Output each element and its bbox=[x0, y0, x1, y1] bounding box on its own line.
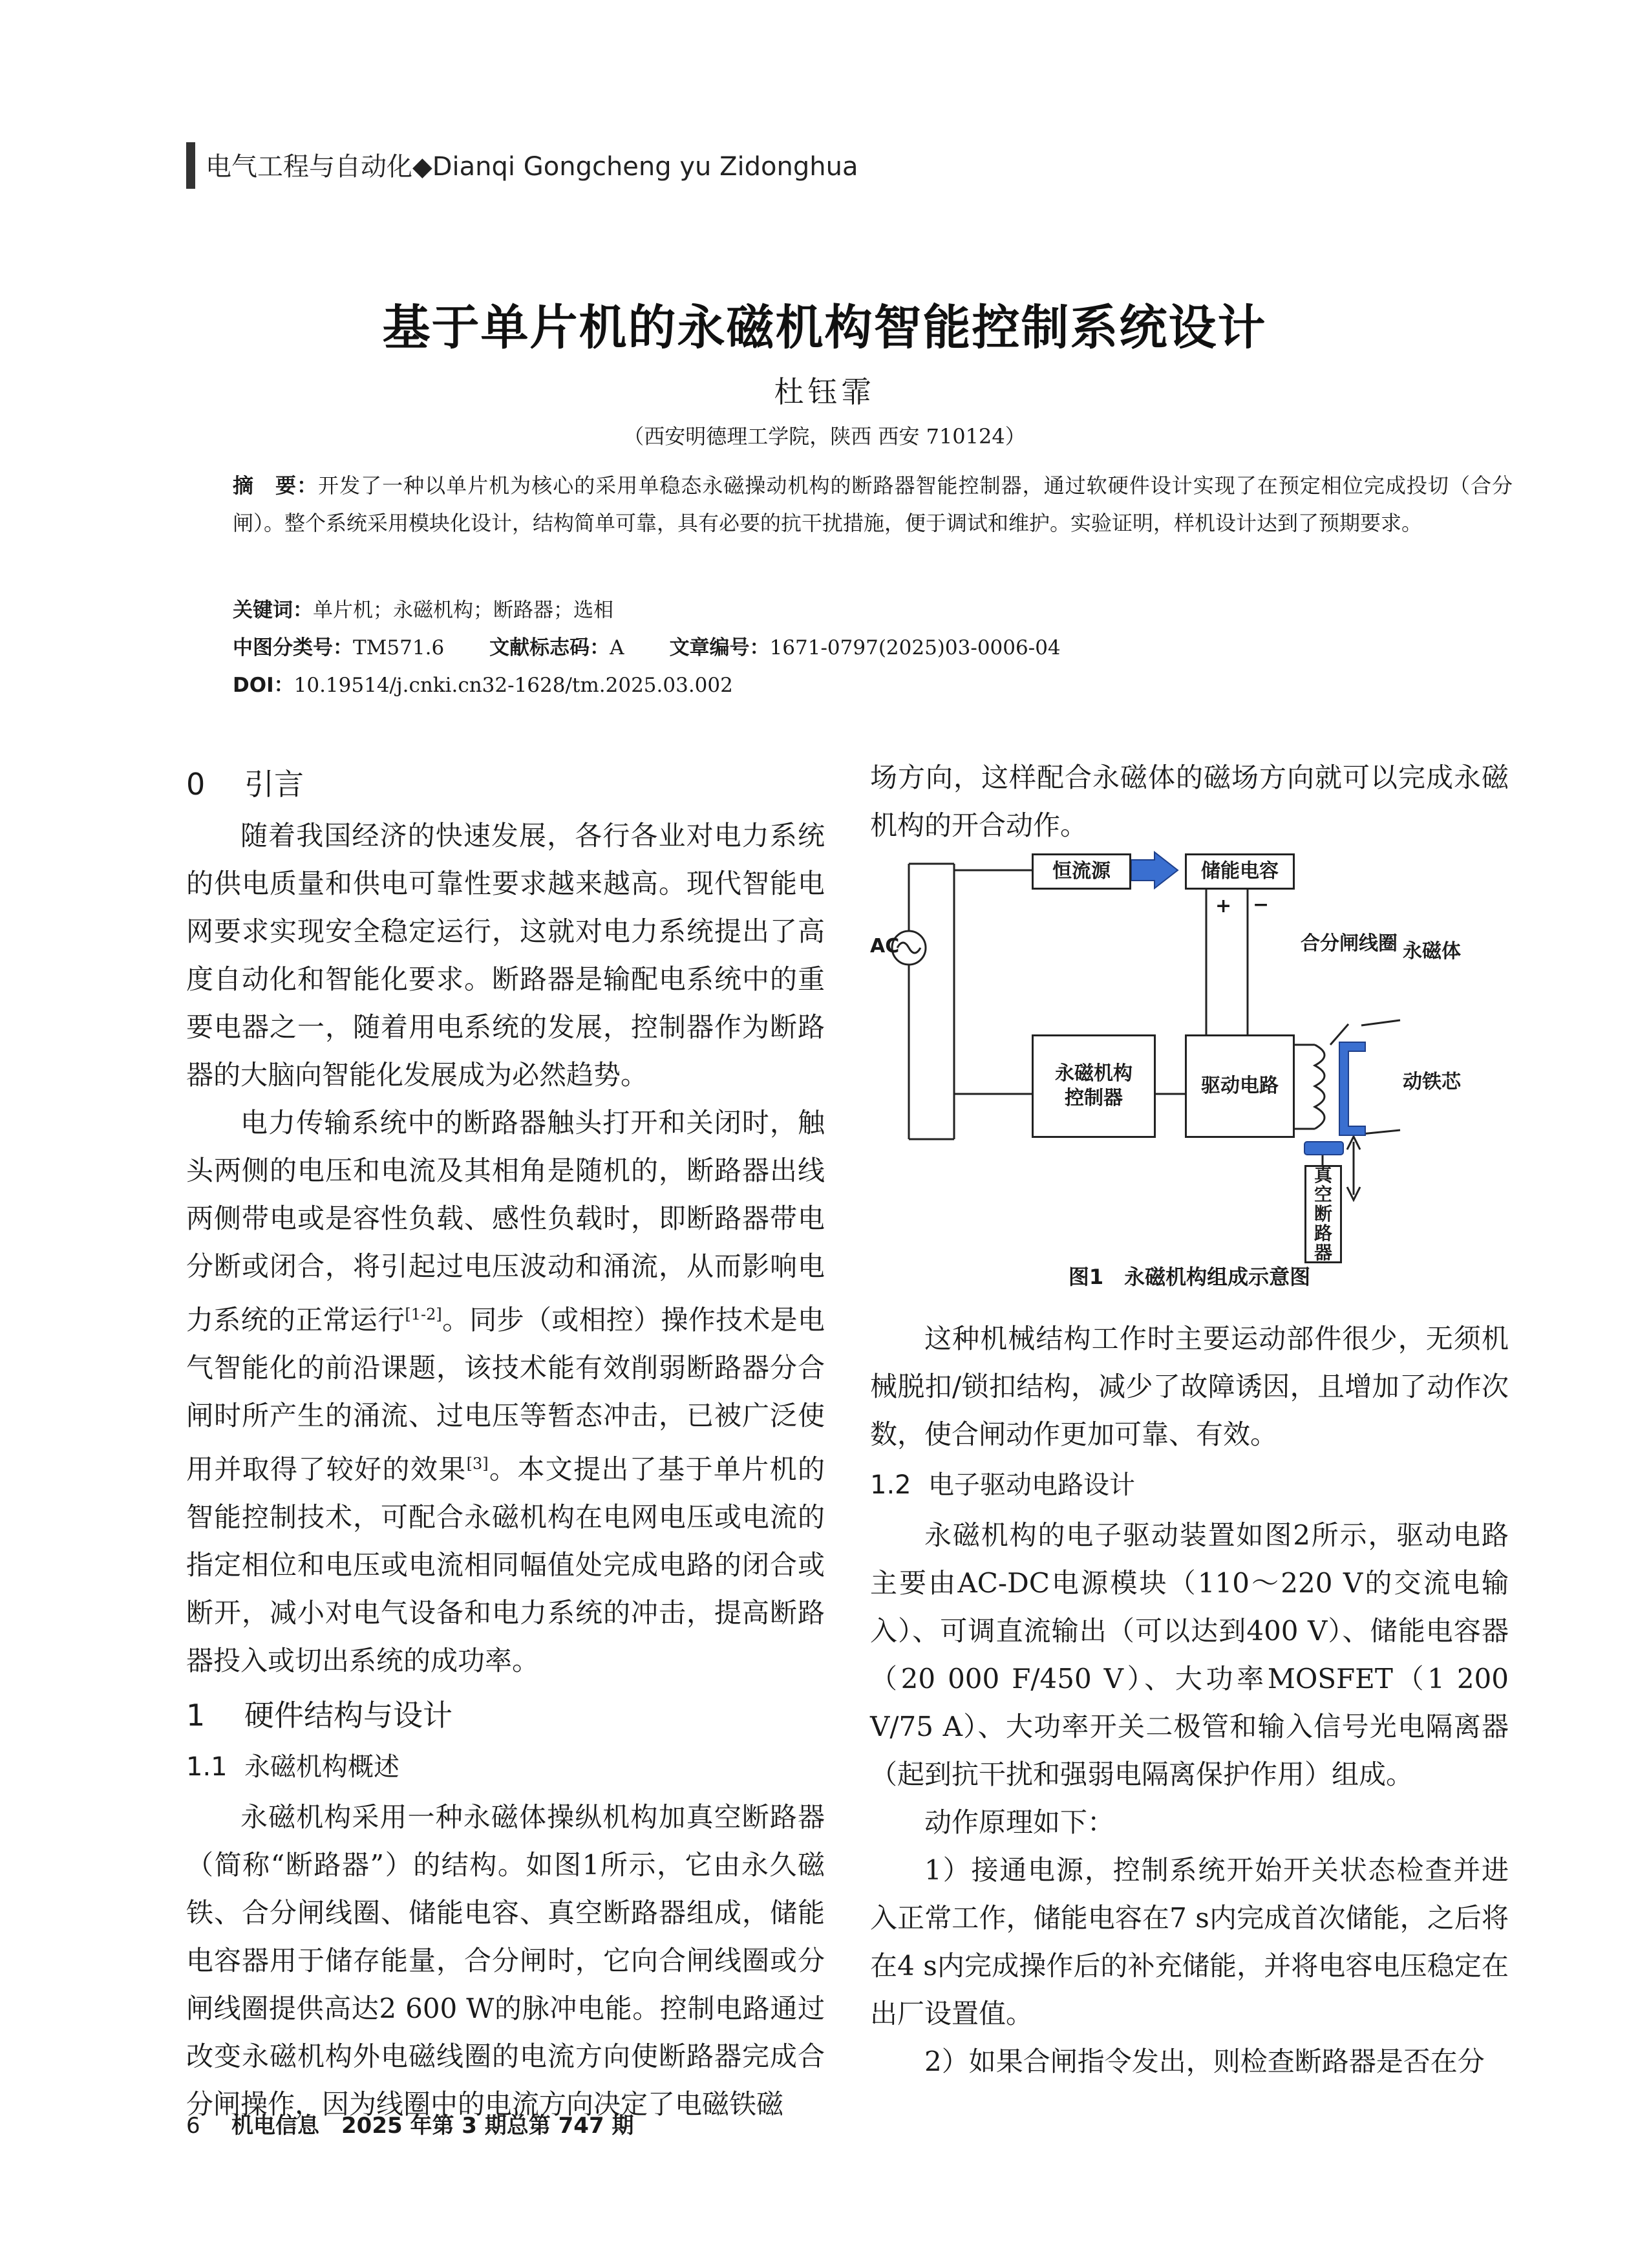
coil-label: 合分闸线圈 bbox=[1301, 932, 1398, 955]
right-column-bottom bbox=[870, 1315, 1509, 2086]
section-1-heading bbox=[186, 1691, 825, 1739]
section-1-2-number: 1.2 bbox=[870, 1470, 911, 1500]
intro-2-part-c: 。本文提出了基于单片机的智能控制技术，可配合永磁机构在电网电压或电流的指定相位和电压或电流相同幅值处完成电路的闭合或断开，减小对电气设备和电力系统的冲击，提高断路器投入或切出系统的成功率。 bbox=[186, 1453, 825, 1676]
classification-line bbox=[233, 631, 1061, 660]
paragraph-intro-1: 随着我国经济的快速发展，各行各业对电力系统的供电质量和供电可靠性要求越来越高。现代智能电网要求实现安全稳定运行，这就对电力系统提出了高度自动化和智能化要求。断路器是输配电系统中的重要电器之一，随着用电系统的发展，控制器作为断路器的大脑向智能化发展成为必然趋势。 bbox=[186, 820, 825, 1091]
keywords bbox=[233, 594, 613, 623]
article-author: 杜钰霏 bbox=[774, 374, 875, 409]
article-affiliation: （西安明德理工学院，陕西 西安 710124） bbox=[623, 424, 1026, 449]
controller-box: 永磁机构 控制器 bbox=[1032, 1034, 1156, 1138]
articleno-value: 1671-0797(2025)03-0006-04 bbox=[769, 636, 1061, 659]
header-bar bbox=[186, 142, 195, 189]
doccode-value: A bbox=[610, 636, 624, 659]
section-1-number: 1 bbox=[186, 1698, 206, 1733]
doi-value: 10.19514/j.cnki.cn32-1628/tm.2025.03.002 bbox=[293, 674, 733, 697]
section-1-2-title: 电子驱动电路设计 bbox=[928, 1470, 1135, 1500]
running-header: 电气工程与自动化◆Dianqi Gongcheng yu Zidonghua bbox=[206, 152, 858, 182]
journal-issue: 机电信息 2025 年第 3 期总第 747 期 bbox=[231, 2113, 634, 2139]
paragraph-driver: 永磁机构的电子驱动装置如图2所示，驱动电路主要由AC-DC电源模块（110～220 V的交流电输入）、可调直流输出（可以达到400 V）、储能电容器（20 000 F/450 V）、大功率MOSFET（1 200 V/75 A）、大功率开关二极管和输入信号光电隔离器（起到抗干扰和强弱电隔离保护作用）组成。 bbox=[870, 1519, 1509, 1790]
driver-circuit-box: 驱动电路 bbox=[1185, 1034, 1295, 1138]
intro-2-part-a: 电力传输系统中的断路器触头打开和关闭时，触头两侧的电压和电流及其相角是随机的，断路器出线两侧带电或是容性负载、感性负载时，即断路器带电分断或闭合，将引起过电压波动和涌流，从而影响电力系统的正常运行 bbox=[186, 1107, 825, 1336]
left-column bbox=[186, 754, 825, 2128]
intro-2-part-b: 。同步（或相控）操作技术是电气智能化的前沿课题，该技术能有效削弱断路器分合闸时所产生的涌流、过电压等暂态冲击，已被广泛使用并取得了较好的效果 bbox=[186, 1304, 825, 1485]
paragraph-continued: 场方向，这样配合永磁体的磁场方向就可以完成永磁机构的开合动作。 bbox=[870, 762, 1509, 841]
paragraph-step-2: 2）如果合闸指令发出，则检查断路器是否在分 bbox=[924, 2046, 1485, 2077]
paragraph-1-1: 永磁机构采用一种永磁体操纵机构加真空断路器（简称“断路器”）的结构。如图1所示，它由永久磁铁、合分闸线圈、储能电容、真空断路器组成，储能电容器用于储存能量，合分闸时，它向合闸线圈或分闸线圈提供高达2 600 W的脉冲电能。控制电路通过改变永磁机构外电磁线圈的电流方向使断路器完成合分闸操作，因为线圈中的电流方向决定了电磁铁磁 bbox=[186, 1801, 825, 2120]
article-title: 基于单片机的永磁机构智能控制系统设计 bbox=[382, 300, 1267, 356]
section-1-title: 硬件结构与设计 bbox=[244, 1698, 452, 1733]
page-footer bbox=[186, 2108, 633, 2139]
abstract-text: 开发了一种以单片机为核心的采用单稳态永磁操动机构的断路器智能控制器，通过软硬件设计实现了在预定相位完成投切（合分闸）。整个系统采用模块化设计，结构简单可靠，具有必要的抗干扰措施，便于调试和维护。实验证明，样机设计达到了预期要求。 bbox=[233, 473, 1513, 535]
figure-1 bbox=[870, 851, 1523, 1265]
paragraph-principle: 动作原理如下： bbox=[924, 1806, 1115, 1838]
armature-label: 动铁芯 bbox=[1403, 1071, 1461, 1093]
constant-current-source-box: 恒流源 bbox=[1032, 853, 1131, 890]
doccode-label: 文献标志码： bbox=[489, 636, 610, 659]
storage-capacitor-box: 储能电容 bbox=[1185, 853, 1295, 890]
paragraph-step-1: 1）接通电源，控制系统开始开关状态检查并进入正常工作，储能电容在7 s内完成首次储能，之后将在4 s内完成操作后的补充储能，并将电容电压稳定在出厂设置值。 bbox=[870, 1854, 1509, 2029]
clc-value: TM571.6 bbox=[353, 636, 445, 659]
clc-label: 中图分类号： bbox=[233, 636, 353, 659]
paragraph-mechanism: 这种机械结构工作时主要运动部件很少，无须机械脱扣/锁扣结构，减少了故障诱因，且增加了动作次数，使合闸动作更加可靠、有效。 bbox=[870, 1323, 1509, 1450]
page-number: 6 bbox=[186, 2113, 200, 2139]
keywords-label: 关键词： bbox=[233, 599, 313, 622]
right-column-top bbox=[870, 754, 1509, 850]
ac-label: AC bbox=[870, 935, 900, 957]
articleno-label: 文章编号： bbox=[669, 636, 770, 659]
abstract bbox=[233, 467, 1513, 542]
section-1-2-heading bbox=[870, 1461, 1509, 1509]
section-0-number: 0 bbox=[186, 767, 206, 802]
magnet-label: 永磁体 bbox=[1403, 940, 1461, 963]
doi-line bbox=[233, 669, 733, 698]
section-0-heading bbox=[186, 760, 825, 808]
section-1-1-title: 永磁机构概述 bbox=[244, 1752, 399, 1782]
paragraph-intro-2 bbox=[186, 1099, 825, 1685]
citation-1-2: [1-2] bbox=[405, 1305, 442, 1323]
section-0-title: 引言 bbox=[244, 767, 304, 802]
doi-label: DOI： bbox=[233, 674, 294, 697]
vacuum-breaker-label: 真 空 断 路 器 bbox=[1314, 1164, 1332, 1263]
citation-3: [3] bbox=[466, 1455, 489, 1473]
capacitor-plus: + bbox=[1215, 895, 1232, 917]
abstract-label: 摘 要： bbox=[233, 473, 319, 498]
vacuum-breaker-box bbox=[1304, 1165, 1342, 1263]
section-1-1-number: 1.1 bbox=[186, 1752, 228, 1782]
capacitor-minus: − bbox=[1253, 893, 1270, 916]
section-1-1-heading bbox=[186, 1743, 825, 1791]
keywords-text: 单片机；永磁机构；断路器；选相 bbox=[313, 599, 613, 622]
figure-1-caption: 图1 永磁机构组成示意图 bbox=[1068, 1265, 1311, 1289]
